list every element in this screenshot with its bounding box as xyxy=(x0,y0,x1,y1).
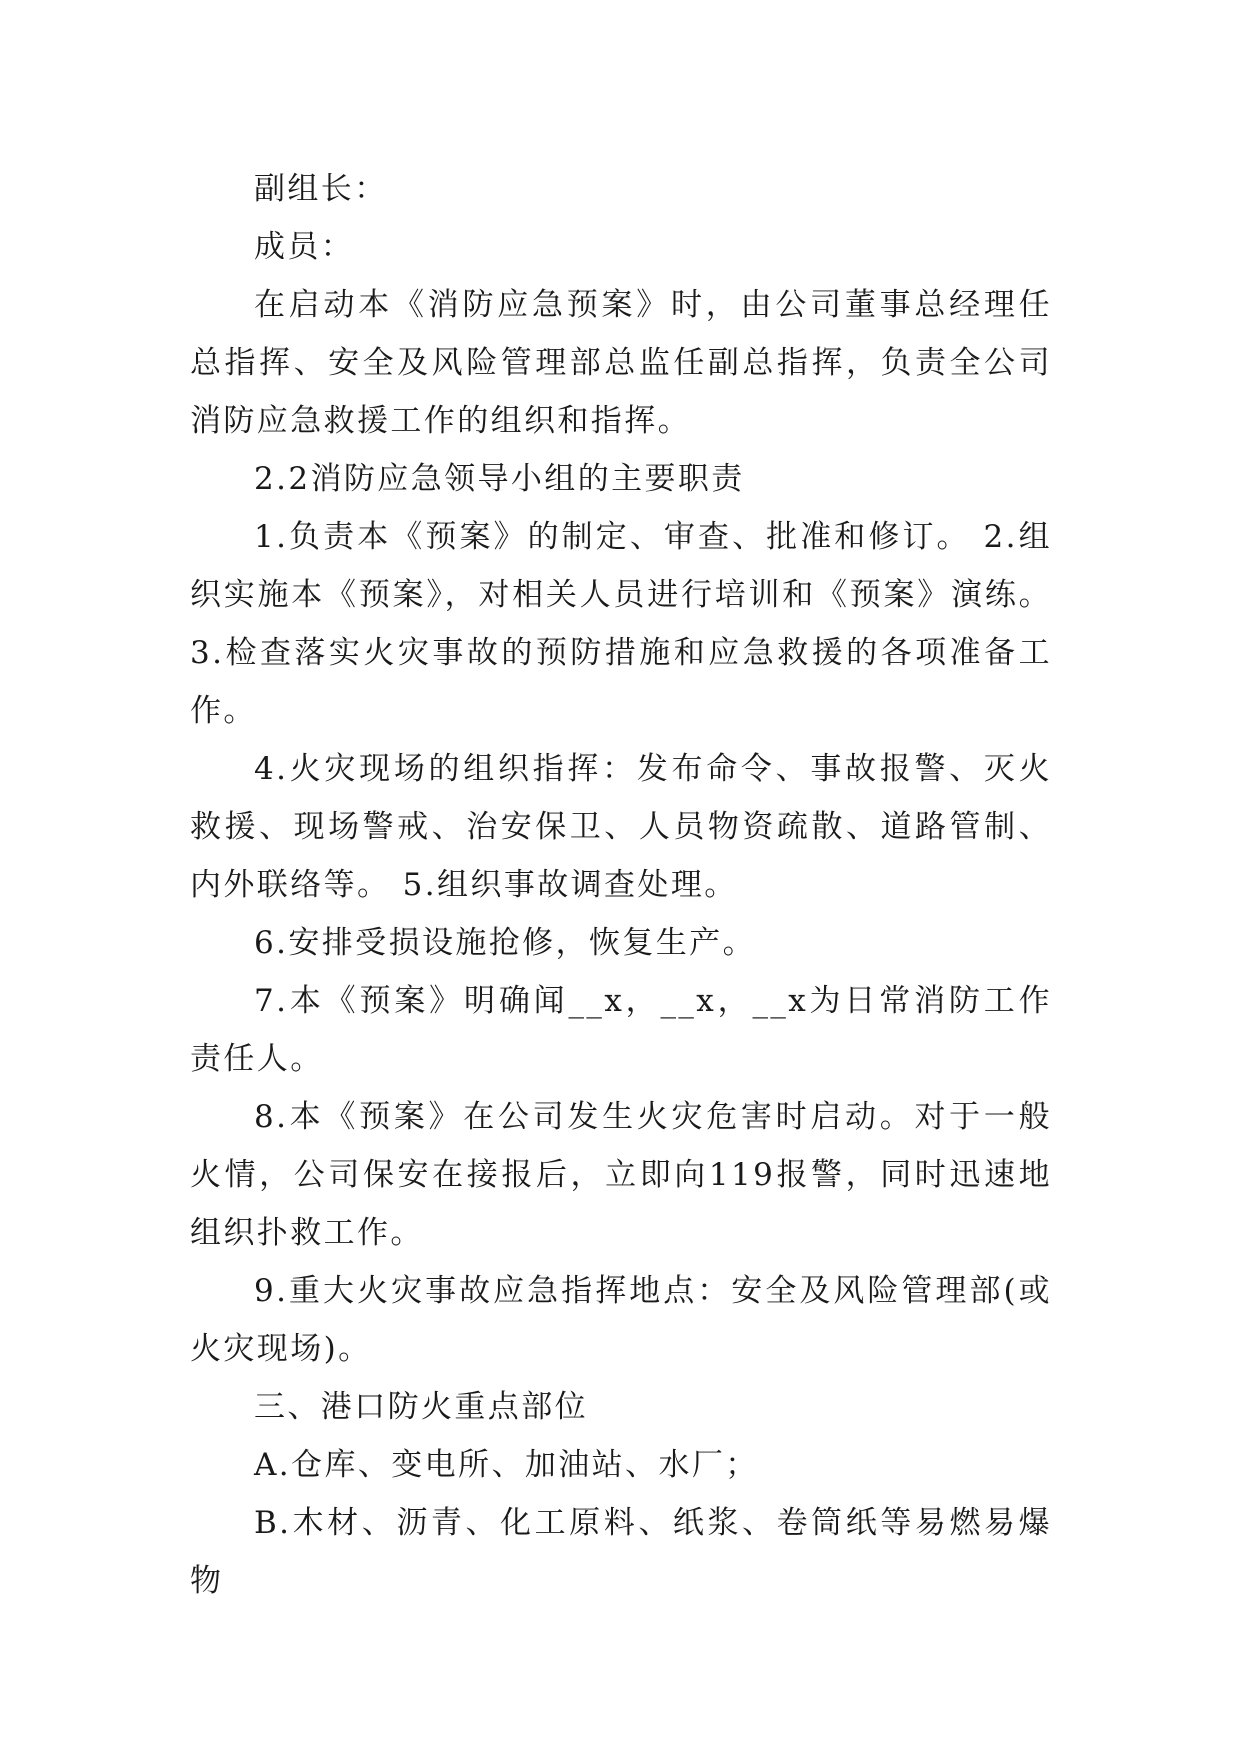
paragraph-responsibility-9: 9.重大火灾事故应急指挥地点：安全及风险管理部(或火灾现场)。 xyxy=(190,1273,1052,1367)
paragraph-responsibilities-4-5: 4.火灾现场的组织指挥：发布命令、事故报警、灭火救援、现场警戒、治安保卫、人员物资疏散、道路管制、内外联络等。 5.组织事故调查处理。 xyxy=(190,751,1052,903)
section-heading-responsibilities: 2.2消防应急领导小组的主要职责 xyxy=(254,461,745,497)
paragraph-members: 成员： xyxy=(254,229,355,265)
paragraph-responsibilities-1-3: 1.负责本《预案》的制定、审查、批准和修订。 2.组织实施本《预案》，对相关人员进行培训和《预案》演练。3.检查落实火灾事故的预防措施和应急救援的各项准备工作。 xyxy=(190,519,1052,729)
list-item-b: B.木材、沥青、化工原料、纸浆、卷筒纸等易燃易爆物 xyxy=(190,1505,1052,1599)
paragraph-responsibility-6: 6.安排受损设施抢修，恢复生产。 xyxy=(254,925,756,961)
document-body xyxy=(190,160,1052,1610)
list-item-a: A.仓库、变电所、加油站、水厂； xyxy=(254,1447,759,1483)
paragraph-command-structure: 在启动本《消防应急预案》时，由公司董事总经理任总指挥、安全及风险管理部总监任副总指挥，负责全公司消防应急救援工作的组织和指挥。 xyxy=(190,287,1052,439)
section-heading-fire-key-areas: 三、港口防火重点部位 xyxy=(254,1389,588,1425)
paragraph-deputy-leader: 副组长： xyxy=(254,171,388,207)
paragraph-responsibility-8: 8.本《预案》在公司发生火灾危害时启动。对于一般火情，公司保安在接报后，立即向119报警，同时迅速地组织扑救工作。 xyxy=(190,1099,1052,1251)
paragraph-responsibility-7: 7.本《预案》明确闻__x，__x，__x为日常消防工作责任人。 xyxy=(190,983,1052,1077)
